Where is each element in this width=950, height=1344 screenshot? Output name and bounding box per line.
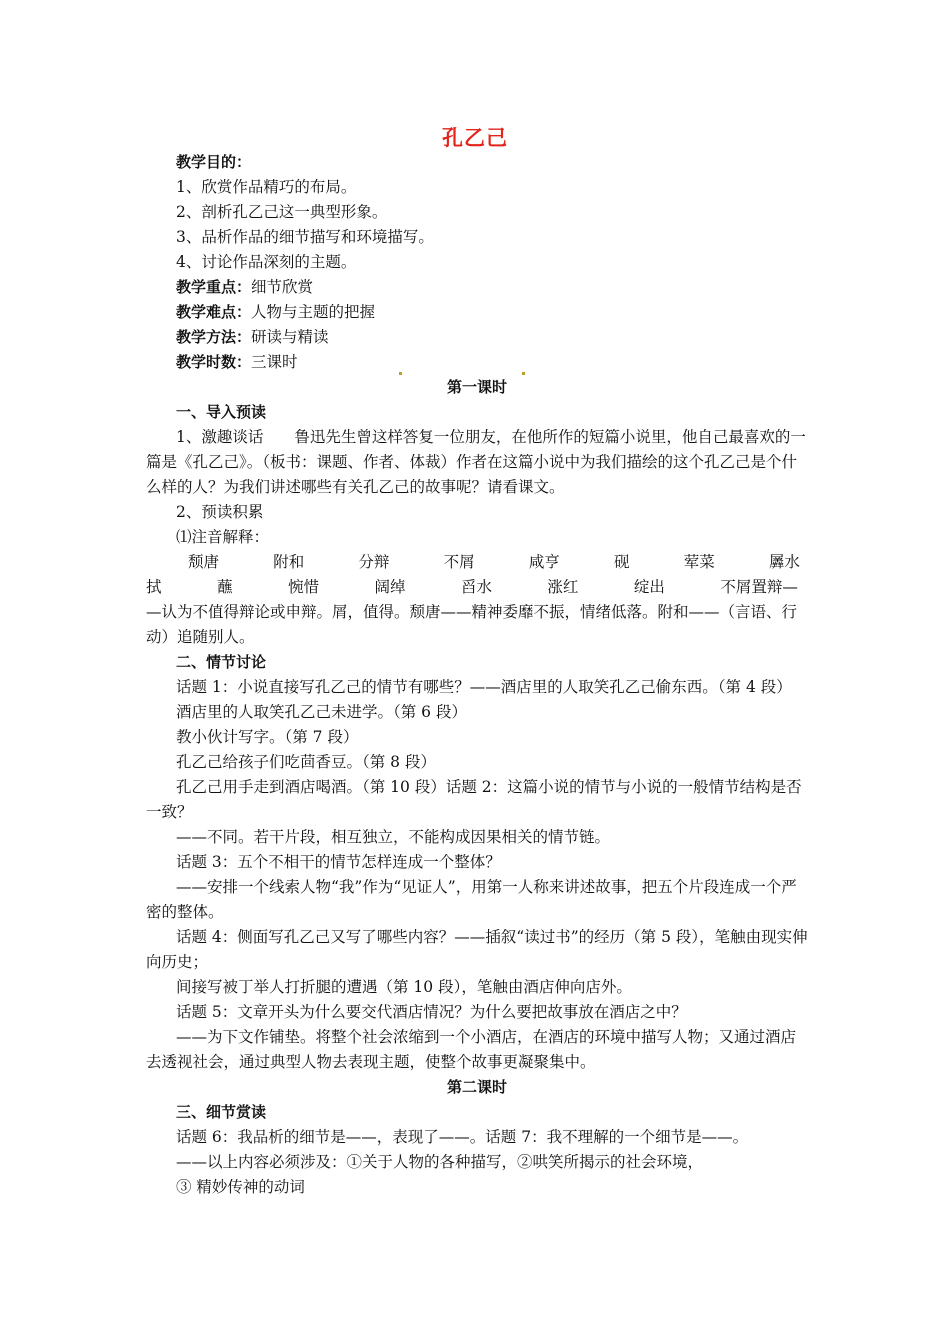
paragraph: ③ 精妙传神的动词 [176, 1178, 305, 1196]
document-body [146, 150, 808, 1200]
goals-label: 教学目的： [176, 153, 252, 171]
vocab-word: 不屑置辩— [720, 578, 798, 596]
section-2-heading: 二、情节讨论 [176, 653, 267, 671]
paragraph: ——不同。若干片段，相互独立，不能构成因果相关的情节链。 [176, 828, 611, 846]
vocab-word: 绽出 [633, 578, 665, 596]
goal-item: 3、品析作品的细节描写和环境描写。 [176, 228, 434, 246]
vocab-word: 荤菜 [683, 553, 715, 571]
section-1-heading: 一、导入预读 [176, 403, 267, 421]
vocab-word: 颓唐 [188, 553, 220, 571]
vocab-word: 咸亨 [528, 553, 560, 571]
paragraph: 间接写被丁举人打折腿的遭遇（第 10 段），笔触由酒店伸向店外。 [176, 978, 632, 996]
vocab-word: 舀水 [460, 578, 492, 596]
paragraph: ⑴注音解释： [176, 528, 270, 546]
paragraph: 酒店里的人取笑孔乙己未进学。（第 6 段） [176, 703, 467, 721]
paragraph: ——为下文作铺垫。将整个社会浓缩到一个小酒店，在酒店的环境中描写人物；又通过酒店去透视社会，通过典型人物去表现主题，使整个故事更凝聚集中。 [146, 1028, 797, 1071]
lesson-2-heading: 第二课时 [446, 1078, 507, 1096]
vocab-word: 分辩 [358, 553, 390, 571]
vocab-row [146, 550, 808, 575]
vocab-row [146, 575, 808, 600]
paragraph: 话题 5：文章开头为什么要交代酒店情况？为什么要把故事放在酒店之中？ [176, 1003, 687, 1021]
lesson-1-heading: 第一课时 [446, 378, 507, 396]
vocab-word: 蘸 [216, 578, 233, 596]
paragraph: 1、激趣谈话 鲁迅先生曾这样答复一位朋友，在他所作的短篇小说里，他自己最喜欢的一篇是《孔乙己》。（板书：课题、作者、体裁）作者在这篇小说中为我们描绘的这个孔乙己是个什么样的人？为我们讲述哪些有关孔乙己的故事呢？请看课文。 [146, 428, 806, 496]
vocab-word: 阔绰 [374, 578, 406, 596]
dot-mark [399, 372, 402, 375]
goal-item: 2、剖析孔乙己这一典型形象。 [176, 203, 388, 221]
paragraph: 话题 1：小说直接写孔乙己的情节有哪些？——酒店里的人取笑孔乙己偷东西。（第 4 段） [176, 678, 792, 696]
vocab-word: 涨红 [547, 578, 579, 596]
paragraph: 话题 6：我品析的细节是——，表现了——。话题 7：我不理解的一个细节是——。 [176, 1128, 749, 1146]
paragraph: 2、预读积累 [176, 503, 264, 521]
paragraph: 教小伙计写字。（第 7 段） [176, 728, 359, 746]
paragraph: ——以上内容必须涉及：①关于人物的各种描写，②哄笑所揭示的社会环境， [176, 1153, 704, 1171]
vocab-word: 附和 [273, 553, 305, 571]
difficulty: 教学难点：人物与主题的把握 [176, 303, 376, 321]
paragraph: 话题 3：五个不相干的情节怎样连成一个整体？ [176, 853, 501, 871]
paragraph: ——安排一个线索人物“我”作为“见证人”，用第一人称来讲述故事，把五个片段连成一个严密的整体。 [146, 878, 797, 921]
key-point: 教学重点：细节欣赏 [176, 278, 314, 296]
dot-mark [522, 372, 525, 375]
goal-item: 4、讨论作品深刻的主题。 [176, 253, 357, 271]
document-title: 孔乙己 [442, 126, 508, 150]
method: 教学方法：研读与精读 [176, 328, 329, 346]
vocab-word: 惋惜 [287, 578, 319, 596]
vocab-word: 羼水 [768, 553, 800, 571]
paragraph: 孔乙己给孩子们吃茴香豆。（第 8 段） [176, 753, 436, 771]
paragraph: 话题 4：侧面写孔乙己又写了哪些内容？——插叙“读过书”的经历（第 5 段），笔触由现实伸向历史； [146, 928, 808, 971]
paragraph: 孔乙己用手走到酒店喝酒。（第 10 段）话题 2：这篇小说的情节与小说的一般情节结构是否一致？ [146, 778, 802, 821]
vocab-word: 砚 [614, 553, 630, 571]
vocab-word: 不屑 [443, 553, 475, 571]
paragraph: —认为不值得辩论或申辩。屑，值得。颓唐——精神委靡不振，情绪低落。附和——（言语、行动）追随别人。 [146, 603, 798, 646]
goal-item: 1、欣赏作品精巧的布局。 [176, 178, 357, 196]
hours: 教学时数：三课时 [146, 350, 808, 375]
vocab-word: 拭 [146, 578, 162, 596]
section-3-heading: 三、细节赏读 [176, 1103, 267, 1121]
